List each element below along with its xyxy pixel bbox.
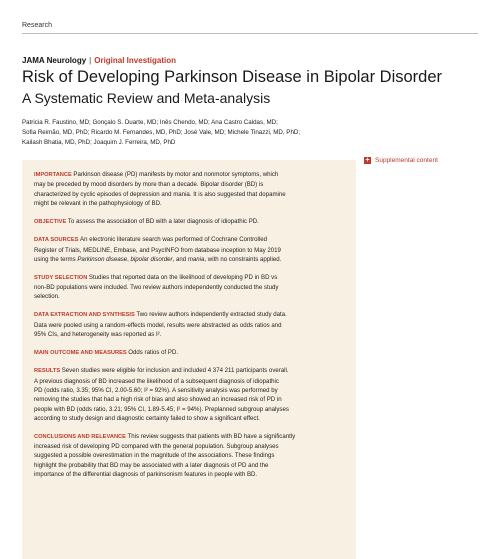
- abstract-box: [22, 160, 356, 559]
- article-subtitle: A Systematic Review and Meta-analysis: [22, 90, 271, 106]
- abstract-heading: DATA SOURCES: [34, 237, 79, 244]
- plus-icon: +: [365, 157, 370, 164]
- supplemental-label[interactable]: Supplemental content: [375, 157, 438, 164]
- header-divider: [22, 33, 478, 34]
- supplemental-content-link[interactable]: [364, 157, 438, 164]
- abstract-heading: IMPORTANCE: [34, 172, 72, 178]
- abstract-importance: IMPORTANCE Parkinson disease (PD) manifests by motor and nonmotor symptoms, which may be preceded by mood disorders by more than a decade. Bipolar disorder (BD) is characterized by cyclic episodes of depression and mania. It is also suggested that dopamine might be relevant in the pathophysiology of BD.: [34, 171, 286, 207]
- author-line: Patricia R. Faustino, MD; Gonçalo S. Duarte, MD; Inês Chendo, MD; Ana Castro Caldas, MD;: [22, 119, 278, 126]
- abstract-main-outcome: MAIN OUTCOME AND MEASURES Odds ratios of PD.: [34, 348, 179, 356]
- journal-separator: |: [89, 56, 92, 65]
- abstract-heading: RESULTS: [34, 368, 61, 375]
- author-list: [22, 118, 342, 148]
- abstract-data-sources: DATA SOURCES An electronic literature search was performed of Cochrane Controlled Register of Trials, MEDLINE, Embase, and PsycINFO from database inception to May 2019 using the terms Parkinson disease, bipolar disorder, and mania, with no constraints applied.: [34, 236, 282, 264]
- abstract-heading: CONCLUSIONS AND RELEVANCE: [34, 433, 126, 440]
- abstract-study-selection: STUDY SELECTION Studies that reported data on the likelihood of developing PD in BD vs non-BD populations were included. Two review authors independently conducted the study selection.: [34, 273, 279, 301]
- article-type: Original Investigation: [94, 56, 177, 65]
- author-line: Sofia Reimão, MD, PhD; Ricardo M. Fernandes, MD, PhD; José Vale, MD; Michele Tinazzi, MD, PhD;: [22, 129, 301, 136]
- abstract-heading: DATA EXTRACTION AND SYNTHESIS: [34, 312, 135, 319]
- top-header: [22, 22, 478, 34]
- abstract-heading: STUDY SELECTION: [34, 274, 88, 281]
- abstract-conclusions: CONCLUSIONS AND RELEVANCE This review suggests that patients with BD have a significantly increased risk of developing PD compared with the general population. Subgroup analyses suggested a possible overestimation in the magnitude of the associations. These findings highlight the probability that BD may be associated with a later diagnosis of PD and the importance of the differential diagnosis of parkinsonism features in people with BD.: [34, 432, 296, 478]
- abstract-results: RESULTS Seven studies were eligible for inclusion and included 4 374 211 participants overall. A previous diagnosis of BD increased the likelihood of a subsequent diagnosis of idiopathic PD (odds ratio, 3.35; 95% CI, 2.00-5.60; I² = 92%). A sensitivity analysis was performed by removing the studies that had a high risk of bias and also showed an increased risk of PD in people with BD (odds ratio, 3.21; 95% CI, 1.89-5.45; I² = 94%). Preplanned subgroup analyses according to study design and diagnostic certainty failed to show a significant effect.: [34, 367, 289, 422]
- journal-name: JAMA Neurology: [22, 56, 87, 65]
- abstract-objective: OBJECTIVE To assess the association of BD with a later diagnosis of idiopathic PD.: [34, 217, 259, 225]
- author-line: Kailash Bhatia, MD, PhD; Joaquim J. Ferreira, MD, PhD: [22, 139, 176, 146]
- article-title: Risk of Developing Parkinson Disease in Bipolar Disorder: [22, 68, 443, 86]
- abstract-heading: OBJECTIVE: [34, 218, 67, 225]
- abstract-heading: MAIN OUTCOME AND MEASURES: [34, 349, 127, 356]
- section-label: Research: [22, 22, 52, 29]
- journal-line: [22, 56, 176, 65]
- abstract-data-extraction: DATA EXTRACTION AND SYNTHESIS Two review authors independently extracted study data. Data were pooled using a random-effects model, results were abstracted as odds ratios and 95% CIs, and heterogeneity was reported as I².: [34, 311, 287, 338]
